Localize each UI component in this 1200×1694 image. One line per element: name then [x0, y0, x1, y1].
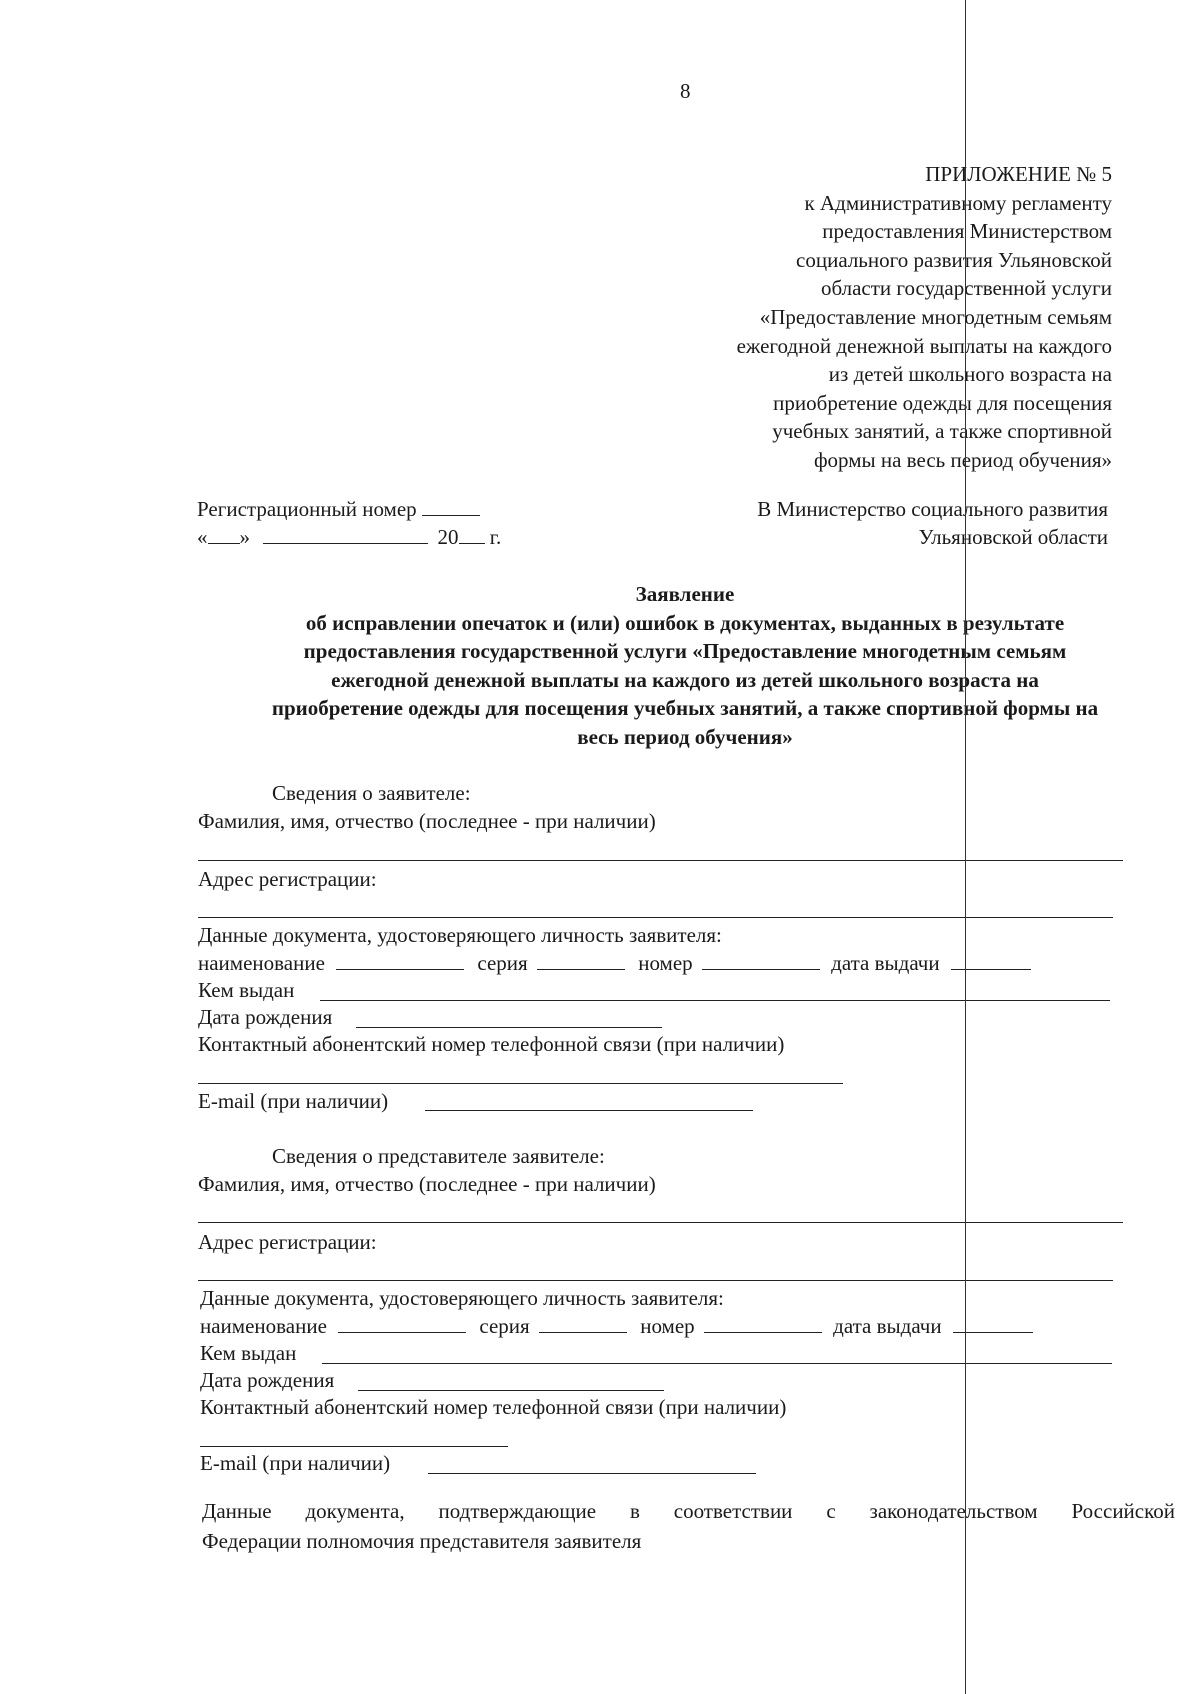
applicant-fio-label: Фамилия, имя, отчество (последнее - при наличии)	[198, 809, 656, 833]
appendix-line: приобретение одежды для посещения	[773, 390, 1112, 415]
document-title: Заявление	[635, 582, 735, 606]
representative-phone-label: Контактный абонентский номер телефонной связи (при наличии)	[200, 1395, 787, 1419]
applicant-address-field[interactable]	[198, 917, 1113, 918]
applicant-doc-name-label: наименование	[198, 951, 325, 975]
appendix-line: ежегодной денежной выплаты на каждого	[736, 333, 1112, 358]
applicant-doc-series-field[interactable]	[537, 951, 625, 970]
heading-line: об исправлении опечаток и (или) ошибок в документах, выданных в результате	[305, 610, 1065, 635]
appendix-line: «Предоставление многодетным семьям	[759, 304, 1112, 329]
heading-line: приобретение одежды для посещения учебных занятий, а также спортивной формы на	[271, 696, 1099, 720]
representative-issued-by-field[interactable]	[322, 1363, 1112, 1364]
representative-address-field[interactable]	[198, 1280, 1113, 1281]
representative-doc-label: Данные документа, удостоверяющего личность заявителя:	[200, 1286, 724, 1310]
year-suffix: г.	[489, 525, 502, 549]
registration-number-field[interactable]	[422, 497, 480, 516]
addressee-block	[757, 495, 1108, 551]
representative-doc-series-field[interactable]	[539, 1314, 627, 1333]
page-number: 8	[680, 79, 691, 103]
applicant-doc-date-label: дата выдачи	[831, 951, 940, 975]
applicant-issued-by-field[interactable]	[320, 1000, 1110, 1001]
appendix-line: учебных занятий, а также спортивной	[772, 419, 1112, 444]
appendix-title: ПРИЛОЖЕНИЕ № 5	[925, 162, 1112, 186]
registration-number-row	[197, 495, 501, 523]
representative-doc-series-label: серия	[479, 1314, 530, 1338]
applicant-doc-row	[198, 950, 1031, 977]
representative-doc-row	[200, 1313, 1033, 1340]
scan-fold-line	[965, 0, 966, 1694]
heading-line: предоставления государственной услуги «Предоставление многодетным семьям	[303, 639, 1067, 663]
appendix-block	[652, 160, 1112, 475]
representative-phone-field[interactable]	[200, 1446, 508, 1447]
applicant-phone-label: Контактный абонентский номер телефонной связи (при наличии)	[198, 1032, 785, 1056]
applicant-doc-label: Данные документа, удостоверяющего личность заявителя:	[198, 923, 722, 947]
authority-line: Данные документа, подтверждающие в соответствии с законодательством Российской	[202, 1499, 1175, 1523]
appendix-line: к Административному регламенту	[804, 190, 1112, 215]
applicant-phone-field[interactable]	[198, 1083, 843, 1084]
representative-address-label: Адрес регистрации:	[198, 1230, 377, 1254]
representative-doc-name-field[interactable]	[338, 1314, 466, 1333]
authority-line: Федерации полномочия представителя заявителя	[202, 1529, 642, 1553]
date-open-quote: «	[197, 525, 208, 549]
day-field[interactable]	[208, 525, 240, 544]
appendix-line: области государственной услуги	[820, 276, 1112, 301]
year-field[interactable]	[459, 525, 485, 544]
representative-doc-name-label: наименование	[200, 1314, 327, 1338]
addressee-line: В Министерство социального развития	[757, 497, 1108, 521]
representative-fio-label: Фамилия, имя, отчество (последнее - при наличии)	[198, 1172, 656, 1196]
heading-line: ежегодной денежной выплаты на каждого из детей школьного возраста на	[331, 667, 1039, 692]
applicant-email-field[interactable]	[425, 1110, 753, 1111]
applicant-doc-series-label: серия	[477, 951, 528, 975]
registration-block	[197, 495, 501, 551]
applicant-address-label: Адрес регистрации:	[198, 867, 377, 891]
representative-email-label: E-mail (при наличии)	[200, 1451, 391, 1475]
representative-birth-label: Дата рождения	[200, 1368, 335, 1392]
date-close-quote: »	[239, 525, 250, 549]
representative-doc-number-label: номер	[640, 1314, 695, 1338]
year-prefix: 20	[437, 525, 459, 549]
representative-doc-number-field[interactable]	[704, 1314, 822, 1333]
applicant-doc-name-field[interactable]	[336, 951, 464, 970]
registration-date-row	[197, 523, 501, 551]
applicant-email-label: E-mail (при наличии)	[198, 1089, 389, 1113]
representative-doc-date-label: дата выдачи	[833, 1314, 942, 1338]
representative-fio-field[interactable]	[198, 1222, 1123, 1223]
authority-paragraph	[202, 1496, 1175, 1556]
representative-issued-by-label: Кем выдан	[200, 1341, 297, 1365]
registration-number-label: Регистрационный номер	[197, 497, 417, 521]
heading-line: весь период обучения»	[577, 724, 793, 749]
applicant-fio-field[interactable]	[198, 860, 1123, 861]
representative-birth-field[interactable]	[358, 1390, 664, 1391]
document-heading	[190, 580, 1180, 751]
appendix-line: формы на весь период обучения»	[813, 447, 1112, 472]
representative-section-title: Сведения о представителе заявителе:	[272, 1144, 605, 1168]
applicant-doc-date-field[interactable]	[951, 951, 1031, 970]
applicant-doc-number-field[interactable]	[702, 951, 820, 970]
applicant-doc-number-label: номер	[638, 951, 693, 975]
applicant-birth-field[interactable]	[356, 1027, 662, 1028]
addressee-line: Ульяновской области	[918, 525, 1108, 549]
appendix-line: предоставления Министерством	[822, 219, 1112, 244]
applicant-issued-by-label: Кем выдан	[198, 978, 295, 1002]
applicant-birth-label: Дата рождения	[198, 1005, 333, 1029]
month-field[interactable]	[263, 525, 428, 544]
applicant-section-title: Сведения о заявителе:	[272, 781, 471, 805]
appendix-line: из детей школьного возраста на	[828, 362, 1112, 387]
representative-email-field[interactable]	[428, 1473, 756, 1474]
appendix-line: социального развития Ульяновской	[796, 247, 1112, 272]
